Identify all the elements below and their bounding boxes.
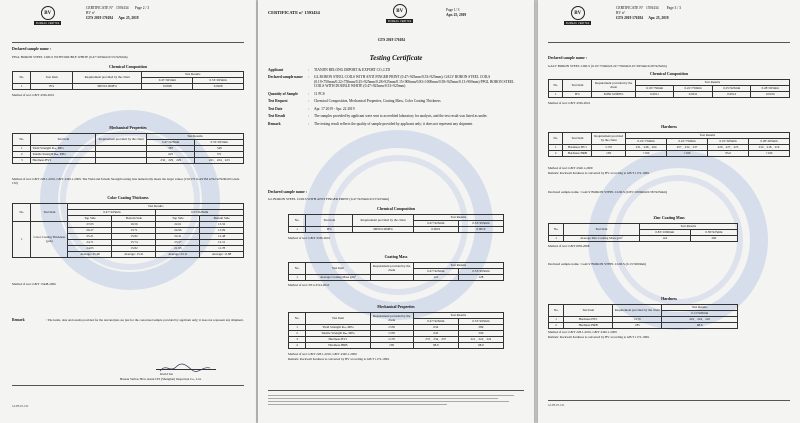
- bureau-veritas-logo: BV BUREAU VERITAS: [34, 6, 61, 25]
- hard2-title: Hardness: [661, 297, 677, 301]
- chem-method: Method of test: GB/T 4336-2016: [288, 236, 331, 240]
- declared-label: Declared sample name :: [12, 47, 51, 51]
- color-title: Color Coating Thickness: [107, 196, 149, 200]
- chem-title: Chemical Composition: [377, 207, 415, 211]
- hard2-method: Method of test: GB/T 228.1-2010, GB/T 4340.1-2009: [548, 330, 617, 334]
- mech-title: Mechanical Properties: [377, 305, 415, 309]
- bureau-veritas-logo: BV BUREAU VERITAS: [564, 6, 591, 25]
- field-test-result: Test Result : The samples provided by applicant were sent to accredited laboratory for analysis, and the test result was listed as under.: [268, 114, 488, 119]
- mech-remark: Remark: Rockwell hardness is converted by HV according to GB/T 1172-1999.: [288, 357, 390, 361]
- header-rule: [12, 42, 244, 43]
- coat-method: Method of test: JIS G3314-2010: [288, 283, 330, 287]
- hard-table: No. Test Item Requirement provided by the client Test Results 0.19×750mm 0.22×750mm 0.25×925mm 0.28×925mm 1 Hardness HV1 ≥170 231、248、204 257、232、237 229、227、225 232、218、219 2 Hardness HRB ≥85 >100 >100 95.0 >100: [548, 132, 790, 157]
- field-quantity: Quantity of Sample : 11 PCS: [268, 91, 325, 96]
- chem-table: No. Test Item Requirement provided by the client Test Results 0.47×925mm 0.53×925mm 1 B% MINI 0.0008% 0.0019 0.0019: [288, 214, 504, 233]
- chem-table: No. Test Item Requirement provided by the client Test Results 0.19×750mm 0.22×750mm 0.25×925mm 0.28×925mm 1 B% MINI 0.0008% 0.0011 0.0011 0.0014 0.0016: [548, 79, 790, 98]
- signer-company: Bureau Veritas Hvac Asian CEI (Shanghai) Inspection Co., Ltd.: [120, 377, 202, 381]
- signature-line: [156, 360, 216, 370]
- footer-text: GS-BF-PS-C02: [12, 405, 29, 408]
- hard-method: Method of test: GB/T 4340.1-2009: [548, 166, 593, 170]
- field-test-request: Test Request : Chemical Composition, Mechanical Properties, Coating Mass, Color Coating Thickness: [268, 99, 441, 104]
- chem-title: Chemical Composition: [650, 72, 688, 76]
- declared-label: Declared sample name :: [268, 190, 307, 194]
- certificate-page-2: [0, 0, 256, 423]
- color-method: Method of test: GB/T 13448-2006: [12, 282, 56, 286]
- declared-value: GL BORON STEEL COILS WITH ANTI FINGER PRINT (0.47×925mm/0.53×925mm): [268, 197, 390, 201]
- field-remark: Remark : The testing result reflects the quality of sample provided by applicant only; it does not represent any shipment.: [268, 121, 474, 126]
- hard-title: Hardness: [661, 125, 677, 129]
- declared-label: Declared sample name :: [548, 56, 587, 60]
- certificate-number: CERTIFICATE n° 1593434: [268, 10, 320, 15]
- chem-table: No. Test Item Requirement provided by the client Test Results 0.47×925mm 0.53×925mm 1 B% MINI 0.0008% 0.0028 0.0028: [12, 71, 244, 90]
- hard-remark: Remark: Rockwell hardness is converted by HV according to GB/T 1172-1999.: [548, 171, 650, 175]
- header-rule: [548, 42, 790, 43]
- mech-table: No. Test Item Requirement provided by the client Test Results 0.47×925mm 0.53×925mm 1 Yield Strength Rₑₕ, MPa ≥550 634 589 2 Tensile Strength Rₘ, MPa ≥550 643 596 3 Hardness HV1 ≥170 237、234、237 221、222、222 4 Hardness HRB ≥85 98.9 98.0: [288, 312, 504, 349]
- mech-method: Method of test: GB/T 228.1-2010, GB/T 4340.1-2009. The Yield and Tensile Strength testing data numerically meets the target values (150/170 in ASTM A792/A792M-09 Grade 150): [12, 177, 240, 185]
- chem-method: Method of test: GB/T 4336-2016: [12, 93, 55, 97]
- coat-title: Coating Mass: [384, 255, 408, 259]
- chem-method: Method of test: GB/T 4336-2016: [548, 101, 591, 105]
- zinc-title: Zinc Coating Mass: [653, 216, 685, 220]
- mech-title: Mechanical Properties: [109, 126, 147, 130]
- zinc-table: No. Test Item Test Results 0.83×1000mm 0.58×925mm 1 Average Zinc Coating Mass g/m² 124 260: [548, 223, 738, 242]
- color-table: No. Test Item Test Results 0.47×925mm 0.53×925mm Top Side Bottom Side Top Side Bottom Side 1 Color Coating Thickness (μm) 27.03 16.56 22.61 13.32 26.27 13.71 24.96 13.09 25.21 15.82 22.41 12.48 24.71 15.74 23.57 12.31 24.05 15.82 21.95 11.78 Average: 25.48 Average: 15.21 Average: 23.11 Average: 11.88: [12, 203, 244, 258]
- remark-text: : The items, data and results provided for the test/analysis are just for the concerned sample provided by applicant only; it does not represent any shipment.: [46, 318, 244, 322]
- mech-method: Method of test: GB/T 228.1-2010, GB/T 4340.1-2009: [288, 352, 357, 356]
- field-applicant: Applicant : TIANJIN RELONG IMPORT & EXPORT CO.,LTD: [268, 68, 391, 72]
- bureau-veritas-logo: BV BUREAU VERITAS: [386, 4, 413, 23]
- certificate-page-1: [258, 0, 534, 423]
- certificate-fields: [268, 68, 524, 129]
- certificate-header: CERTIFICATE N° 1593434 Page 2 / 3 BV n° GTS 2019 176184 Apr. 25, 2019: [86, 6, 150, 21]
- hard2-table: No. Test Item Requirement provided by the client Test Results 0.13×900mm 1 Hardness HV1 ≥170 222、224、222 2 Hardness HRB ≥85 98.6: [548, 304, 738, 329]
- declared-value: GALV BORON STEEL COILS (0.19×750mm/0.22×750mm/0.25×925mm/0.28×925mm): [548, 64, 667, 68]
- declared3-value: Declared sample name : GALV BORON STEEL COILS (0.13×900mm): [548, 262, 647, 266]
- field-test-date: Test Date : Apr. 17 2019 - Apr. 22 2019: [268, 106, 355, 111]
- gts-number: GTS 2019 176184: [378, 38, 405, 42]
- footer-fine-print: [268, 393, 524, 413]
- declared-value: PPGL BORON STEEL COILS WITH DOUBLE WHITE (0.47×925mm/0.53×925mm): [12, 55, 128, 59]
- coat-table: No. Test Item Requirement provided by the client Test Results 0.47×925mm 0.53×925mm 1 Average Coating Mass g/m² 121 128: [288, 262, 504, 281]
- declared2-value: Declared sample name : GALV BORON STEEL COILS (0.83×1000mm/0.58×925mm): [548, 190, 667, 194]
- certificate-header: CERTIFICATE N° 1593434 Page 3 / 3 BV n° GTS 2019 176184 Apr. 25, 2019: [616, 6, 681, 21]
- field-declared-sample: Declared sample name : GL BORON STEEL COILS WITH ANTI FINGER PRINT (0.47×925mm/0.53×925mm); GALV BORON STEEL COILS (0.19×750mm/0.22×750mm/0.25×925mm/0.28×925mm/0.15×900mm/0.83×1000mm/0.58×925mm/0.13×900mm) PPGL BORON STEEL COILS WITH DOUBLE WHITE (0.47×925mm/0.53×925mm): [268, 75, 515, 89]
- footer-text: GS-BF-PS-C02: [548, 404, 565, 407]
- signer-name: David Liu: [160, 372, 174, 376]
- hard2-remark: Remark: Rockwell hardness is converted by HV according to GB/T 1172-1999.: [548, 335, 650, 339]
- remark-label: Remark: [12, 318, 25, 322]
- mech-table: No. Test Item Requirement provided by the client Test Results 0.47×925mm 0.53×925mm 1 Yield Strength Rₑₕ, MPa 587 548 2 Tensile Strength Rₘ, MPa 625 571 3 Hardness HV1 232、229、229 221、224、223: [12, 133, 244, 164]
- chem-title: Chemical Composition: [109, 65, 147, 69]
- certificate-page-3: [538, 0, 800, 423]
- page-header: Page 1/ 3 Apr. 25, 2019: [446, 8, 467, 18]
- footer-rule: [548, 400, 790, 401]
- zinc-method: Method of test: GB/T1839-2008: [548, 244, 590, 248]
- footer-rule: [12, 385, 244, 386]
- document-title: Testing Certificate: [369, 54, 423, 62]
- footer-rule: [268, 390, 524, 391]
